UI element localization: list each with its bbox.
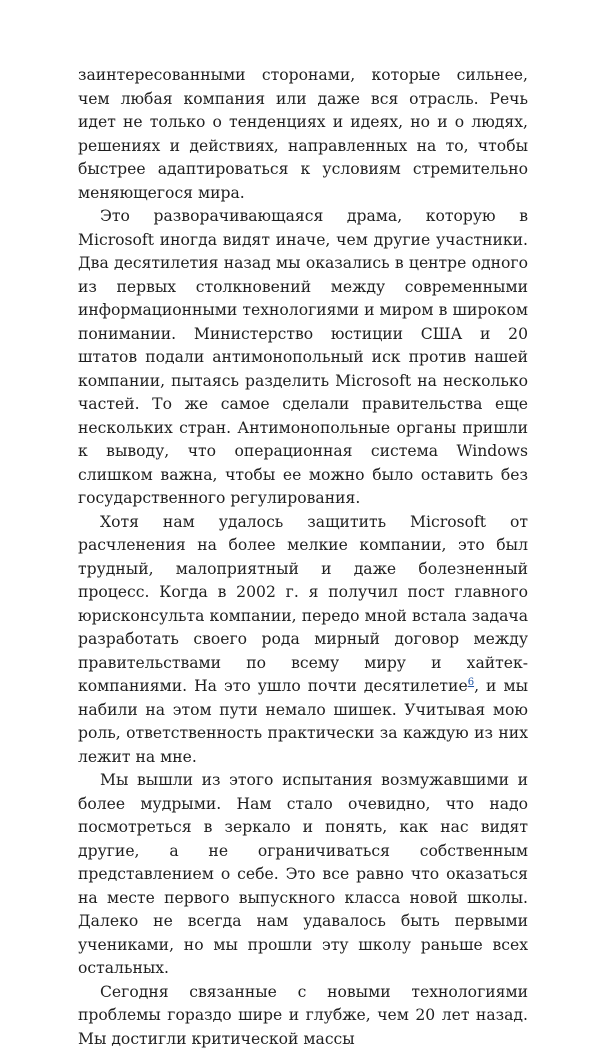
paragraph-4: Мы вышли из этого испытания возмужавшими и более мудрыми. Нам стало очевидно, что надо посмотреться в зеркало и понять, как нас видят другие, а не ограничиваться собственным представлением о себе. Это все равно что оказаться на месте первого выпускного класса новой школы. Далеко не всегда нам удавалось быть первыми учениками, но мы прошли эту школу раньше всех остальных. (78, 769, 528, 981)
paragraph-3 (78, 511, 528, 770)
paragraph-5: Сегодня связанные с новыми технологиями проблемы гораздо шире и глубже, чем 20 лет назад. Мы достигли критической массы (78, 981, 528, 1051)
paragraph-1: заинтересованными сторонами, которые сильнее, чем любая компания или даже вся отрасль. Речь идет не только о тенденциях и идеях, но и о людях, решениях и действиях, направленных на то, чтобы быстрее адаптироваться к условиям стремительно меняющегося мира. (78, 64, 528, 205)
paragraph-3-text-after: , и мы набили на этом пути немало шишек. Учитывая мою роль, ответственность практически за каждую из них лежит на мне. (78, 677, 528, 766)
document-page (78, 64, 528, 1051)
paragraph-2: Это разворачивающаяся драма, которую в Microsoft иногда видят иначе, чем другие участники. Два десятилетия назад мы оказались в центре одного из первых столкновений между современными информационными технологиями и миром в широком понимании. Министерство юстиции США и 20 штатов подали антимонопольный иск против нашей компании, пытаясь разделить Microsoft на несколько частей. То же самое сделали правительства еще нескольких стран. Антимонопольные органы пришли к выводу, что операционная система Windows слишком важна, чтобы ее можно было оставить без государственного регулирования. (78, 205, 528, 511)
footnote-link[interactable]: 6 (468, 677, 474, 688)
paragraph-3-text-before: Хотя нам удалось защитить Microsoft от расчленения на более мелкие компании, это был трудный, малоприятный и даже болезненный процесс. Когда в 2002 г. я получил пост главного юрисконсульта компании, передо мной встала задача разработать своего рода мирный договор между правительствами по всему миру и хайтек-компаниями. На это ушло почти десятилетие (78, 513, 528, 696)
